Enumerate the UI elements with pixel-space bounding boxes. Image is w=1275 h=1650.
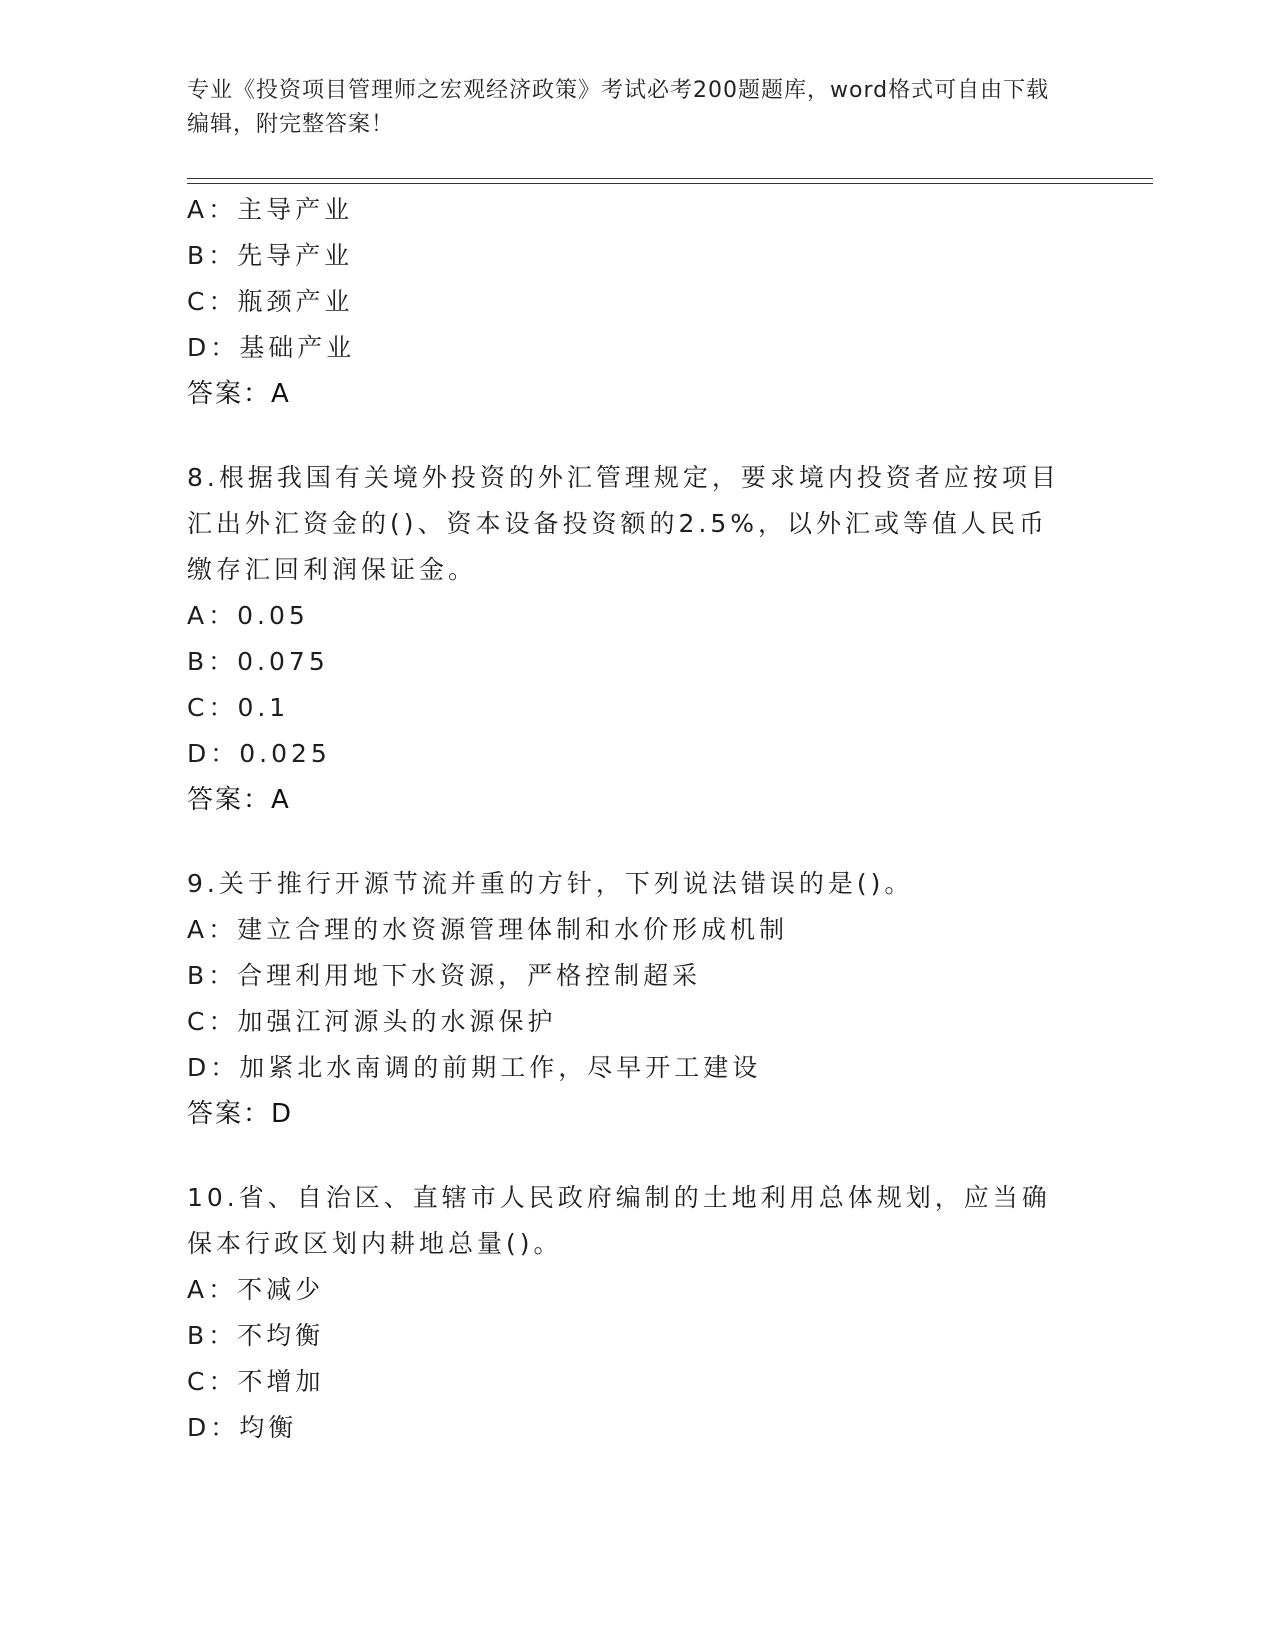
option-a: A：建立合理的水资源管理体制和水价形成机制	[187, 915, 789, 944]
option-c: C：瓶颈产业	[187, 287, 354, 316]
answer: 答案：A	[187, 379, 291, 409]
header-rule-top	[187, 178, 1153, 179]
answer: 答案：A	[187, 785, 291, 815]
option-b: B：不均衡	[187, 1321, 325, 1350]
question-list	[187, 187, 1087, 1451]
option-c: C：加强江河源头的水源保护	[187, 1007, 557, 1036]
question-10	[187, 1175, 1087, 1451]
option-a: A：主导产业	[187, 195, 354, 224]
option-d: D：加紧北水南调的前期工作，尽早开工建设	[187, 1053, 762, 1082]
question-7-continued	[187, 187, 1087, 417]
header-rule-bottom	[187, 183, 1153, 184]
option-d: D：0.025	[187, 739, 331, 768]
option-d: D：基础产业	[187, 333, 356, 362]
option-b: B：合理利用地下水资源，严格控制超采	[187, 961, 702, 990]
question-stem: 9.关于推行开源节流并重的方针，下列说法错误的是()。	[187, 869, 914, 898]
option-c: C：不增加	[187, 1367, 325, 1396]
option-d: D：均衡	[187, 1413, 298, 1442]
option-a: A：0.05	[187, 601, 309, 630]
option-a: A：不减少	[187, 1275, 325, 1304]
option-b: B：先导产业	[187, 241, 354, 270]
answer: 答案：D	[187, 1099, 294, 1129]
option-b: B：0.075	[187, 647, 329, 676]
document-header: 专业《投资项目管理师之宏观经济政策》考试必考200题题库，word格式可自由下载编辑，附完整答案！	[187, 78, 1050, 137]
question-8	[187, 455, 1087, 823]
option-c: C：0.1	[187, 693, 290, 722]
question-stem: 10.省、自治区、直辖市人民政府编制的土地利用总体规划，应当确保本行政区划内耕地总量()。	[187, 1183, 1051, 1258]
question-9	[187, 861, 1087, 1137]
question-stem: 8.根据我国有关境外投资的外汇管理规定，要求境内投资者应按项目汇出外汇资金的()、资本设备投资额的2.5%，以外汇或等值人民币缴存汇回利润保证金。	[187, 463, 1060, 584]
